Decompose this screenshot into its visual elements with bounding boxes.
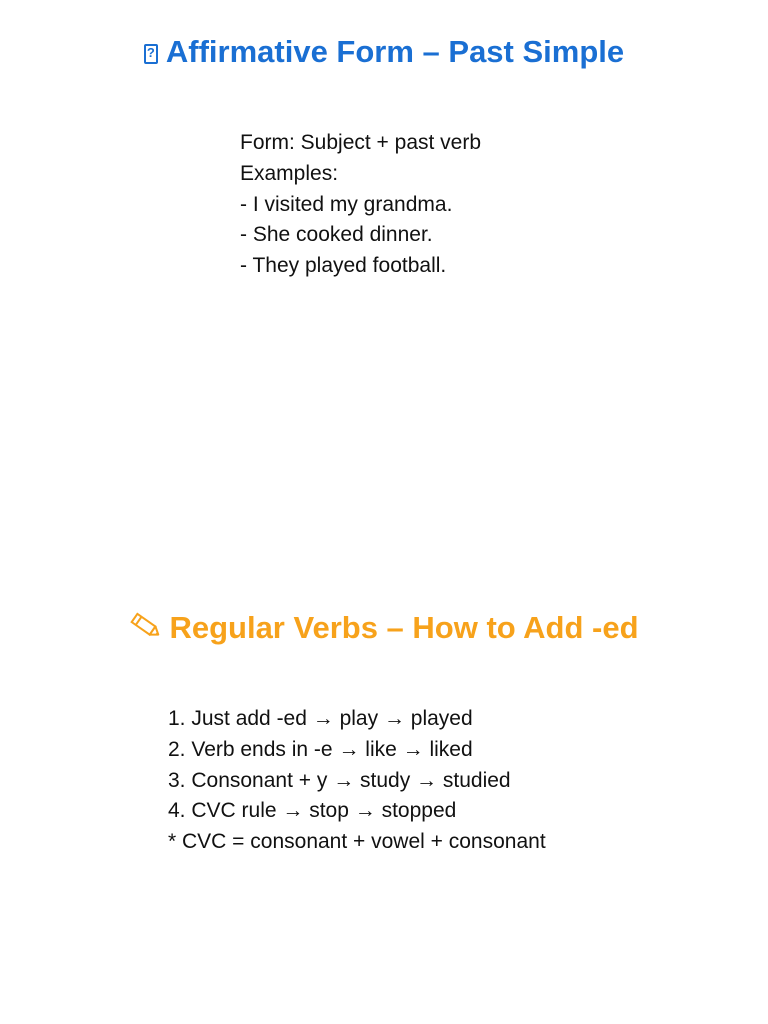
examples-label: Examples: [240, 161, 339, 185]
rule-line: 3. Consonant + y → study → studied [168, 768, 511, 792]
rule-note: * CVC = consonant + vowel + consonant [168, 830, 546, 854]
section-regular-verbs-title: Regular Verbs – How to Add -ed [169, 610, 639, 645]
section-affirmative-title: Affirmative Form – Past Simple [165, 34, 625, 69]
section-regular-verbs-heading [0, 608, 768, 651]
rule-line: 2. Verb ends in -e → like → liked [168, 737, 473, 761]
unknown-glyph-icon [144, 44, 158, 64]
form-line: Form: Subject + past verb [240, 131, 482, 154]
section-affirmative-heading [0, 32, 768, 72]
example-line: - She cooked dinner. [240, 223, 433, 247]
rule-line: 1. Just add -ed → play → played [168, 707, 473, 730]
pencil-icon [129, 611, 163, 651]
example-line: - I visited my grandma. [240, 192, 453, 216]
rule-line: 4. CVC rule → stop → stopped [168, 799, 457, 823]
section-regular-verbs-body [168, 704, 546, 858]
example-line: - They played football. [240, 254, 447, 278]
section-affirmative-body [240, 128, 481, 282]
